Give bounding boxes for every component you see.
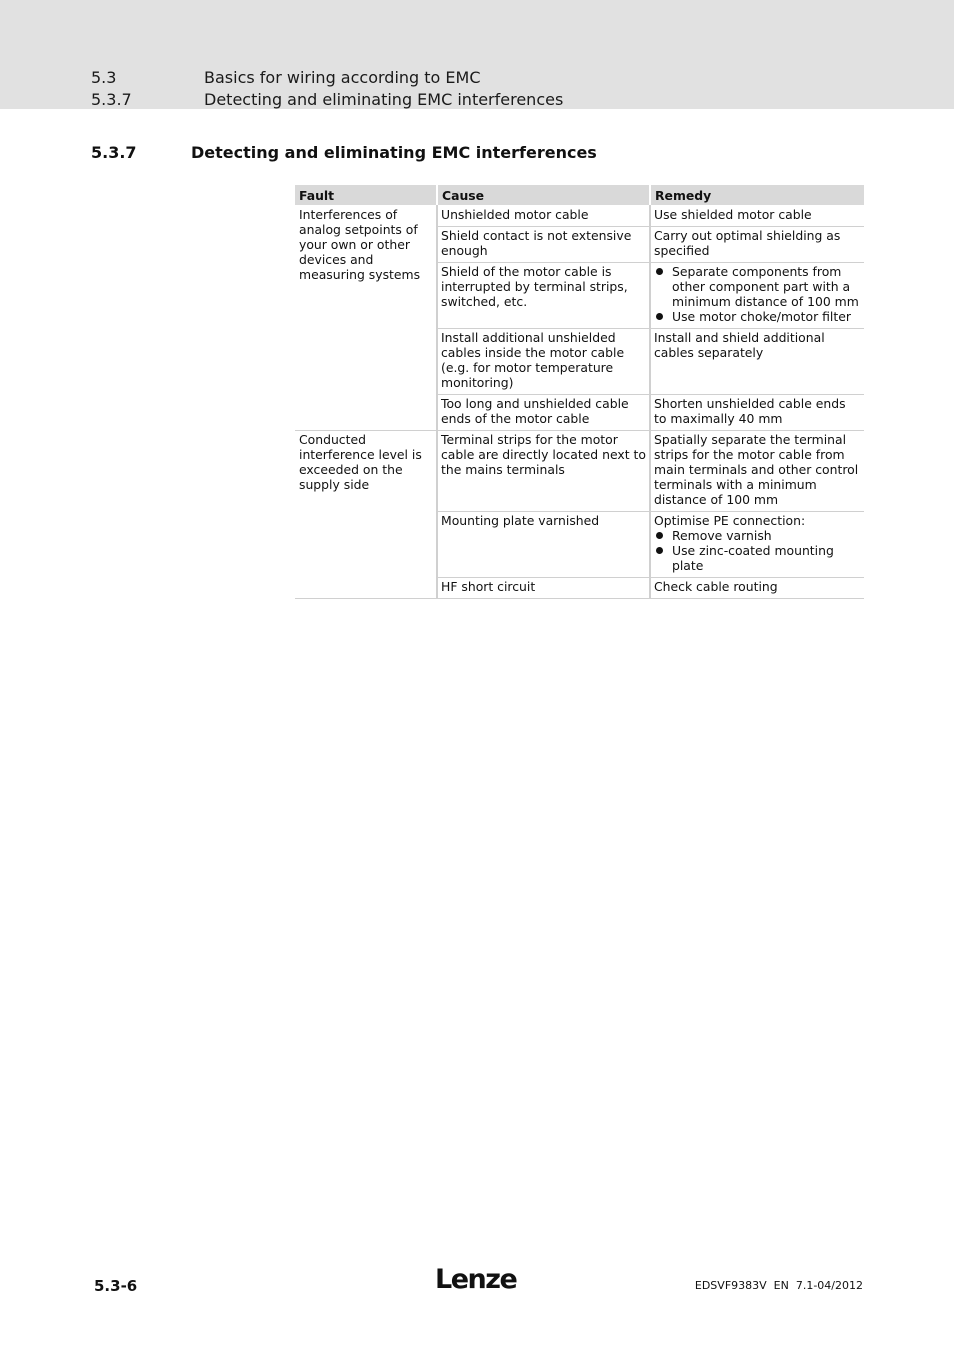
remedy-intro: Optimise PE connection: <box>654 513 806 528</box>
breadcrumb-section: 5.3.7 Detecting and eliminating EMC interferences <box>91 90 564 109</box>
emc-troubleshooting-table <box>295 185 864 599</box>
cause-cell: Install additional unshielded cables inside the motor cable (e.g. for motor temperature monitoring) <box>437 329 650 395</box>
remedy-cell <box>650 512 864 578</box>
fault-cell: Conducted interference level is exceeded on the supply side <box>295 431 437 599</box>
remedy-cell: Spatially separate the terminal strips for the motor cable from main terminals and other control terminals with a minimum distance of 100 mm <box>650 431 864 512</box>
column-header-fault: Fault <box>295 185 437 205</box>
cause-cell: Too long and unshielded cable ends of the motor cable <box>437 395 650 431</box>
remedy-cell: Carry out optimal shielding as specified <box>650 227 864 263</box>
remedy-cell: Shorten unshielded cable ends to maximally 40 mm <box>650 395 864 431</box>
breadcrumb-chapter: 5.3 Basics for wiring according to EMC <box>91 68 481 87</box>
cause-cell: Terminal strips for the motor cable are directly located next to the mains terminals <box>437 431 650 512</box>
remedy-cell: Check cable routing <box>650 578 864 599</box>
list-item: Remove varnish <box>654 528 861 543</box>
fault-cell: Interferences of analog setpoints of your own or other devices and measuring systems <box>295 205 437 431</box>
cause-cell: Mounting plate varnished <box>437 512 650 578</box>
table-row <box>295 205 864 227</box>
remedy-cell: Install and shield additional cables separately <box>650 329 864 395</box>
cause-cell: HF short circuit <box>437 578 650 599</box>
section-title: 5.3.7 Detecting and eliminating EMC interferences <box>91 143 597 162</box>
column-header-cause: Cause <box>437 185 650 205</box>
page-number: 5.3-6 <box>94 1277 138 1295</box>
lenze-logo: Lenze <box>435 1264 517 1295</box>
table-row <box>295 431 864 512</box>
remedy-bullet-list <box>654 264 861 324</box>
list-item: Use motor choke/motor filter <box>654 309 861 324</box>
remedy-cell <box>650 263 864 329</box>
table-header-row <box>295 185 864 205</box>
remedy-cell: Use shielded motor cable <box>650 205 864 227</box>
remedy-bullet-list <box>654 528 861 573</box>
cause-cell: Shield contact is not extensive enough <box>437 227 650 263</box>
column-header-remedy: Remedy <box>650 185 864 205</box>
document-reference: EDSVF9383V EN 7.1-04/2012 <box>694 1279 863 1292</box>
list-item: Use zinc-coated mounting plate <box>654 543 861 573</box>
list-item: Separate components from other component part with a minimum distance of 100 mm <box>654 264 861 309</box>
cause-cell: Unshielded motor cable <box>437 205 650 227</box>
cause-cell: Shield of the motor cable is interrupted by terminal strips, switched, etc. <box>437 263 650 329</box>
